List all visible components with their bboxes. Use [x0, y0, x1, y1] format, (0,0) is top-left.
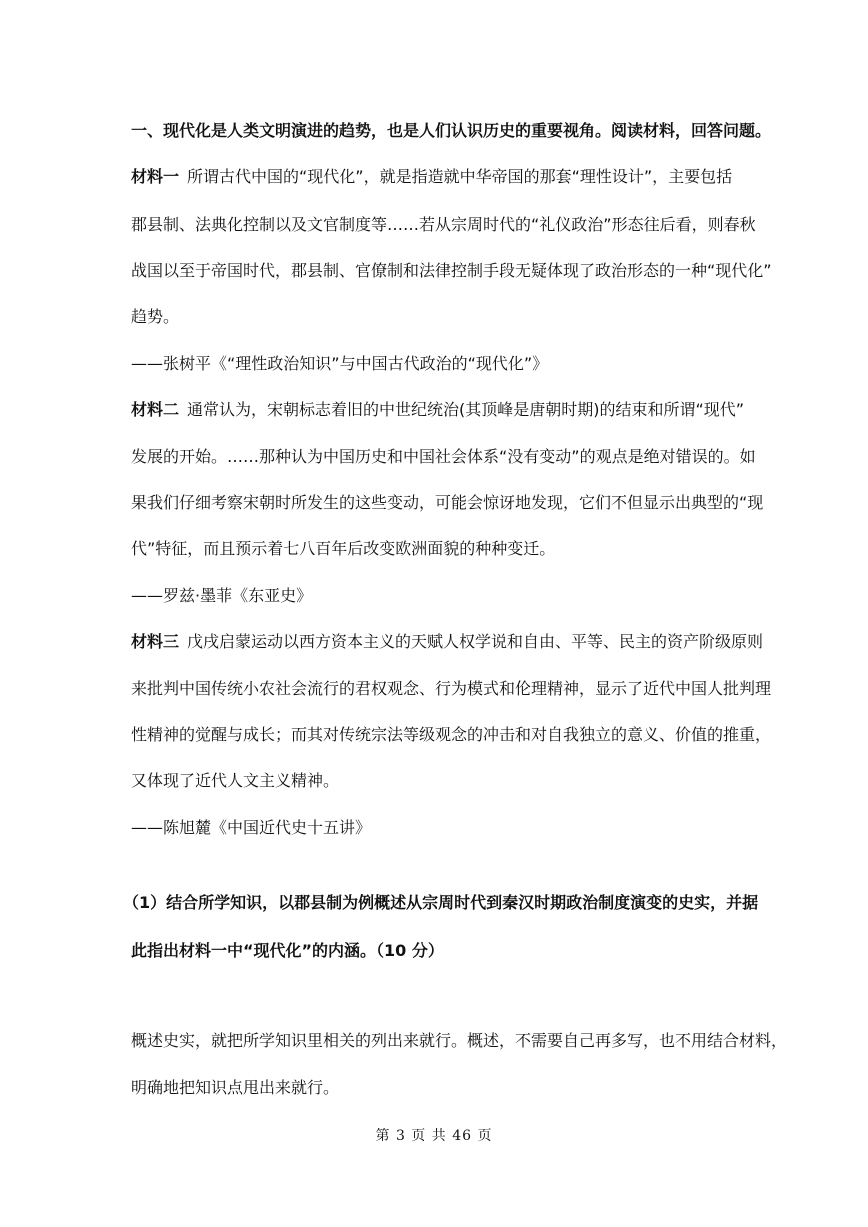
- material-2-line-1: [131, 399, 744, 421]
- material-2-line-4: 代”特征，而且预示着七八百年后改变欧洲面貌的种种变迁。: [131, 539, 556, 558]
- material-1-line-2: 郡县制、法典化控制以及文官制度等……若从宗周时代的“礼仪政治”形态往后看，则春秋: [131, 215, 756, 234]
- material-3-line-3: 性精神的觉醒与成长；而其对传统宗法等级观念的冲击和对自我独立的意义、价值的推重，: [131, 725, 772, 744]
- material-3-line-1: [131, 631, 763, 653]
- material-3-text: 戊戌启蒙运动以西方资本主义的天赋人权学说和自由、平等、民主的资产阶级原则: [187, 632, 764, 651]
- material-3-label: 材料三: [131, 632, 180, 651]
- material-1-line-4: 趋势。: [131, 307, 180, 326]
- material-2-line-3: 果我们仔细考察宋朝时所发生的这些变动，可能会惊讶地发现，它们不但显示出典型的“现: [131, 493, 764, 512]
- material-2-line-2: 发展的开始。……那种认为中国历史和中国社会体系“没有变动”的观点是绝对错误的。如: [131, 447, 756, 466]
- material-1-text: 所谓古代中国的“现代化”，就是指造就中华帝国的那套“理性设计”，主要包括: [187, 167, 733, 186]
- section-heading: 一、现代化是人类文明演进的趋势，也是人们认识历史的重要视角。阅读材料，回答问题。: [131, 121, 772, 140]
- answer-tip-line-1: 概述史实，就把所学知识里相关的列出来就行。概述，不需要自己再多写，也不用结合材料，: [131, 1031, 788, 1050]
- question-line-2: 此指出材料一中“现代化”的内涵。（10 分）: [131, 941, 444, 960]
- material-3-line-4: 又体现了近代人文主义精神。: [131, 771, 340, 790]
- material-1-line-1: [131, 166, 732, 188]
- material-1-line-3: 战国以至于帝国时代，郡县制、官僚制和法律控制手段无疑体现了政治形态的一种“现代化”: [131, 261, 772, 280]
- page-number: 第 3 页 共 46 页: [375, 1128, 493, 1144]
- material-2-text: 通常认为，宋朝标志着旧的中世纪统治(其顶峰是唐朝时期)的结束和所谓“现代”: [187, 400, 745, 419]
- material-1-source: ——张树平《“理性政治知识”与中国古代政治的“现代化”》: [131, 354, 549, 373]
- material-1-label: 材料一: [131, 167, 180, 186]
- material-3-source: ——陈旭麓《中国近代史十五讲》: [131, 818, 372, 837]
- material-2-label: 材料二: [131, 400, 180, 419]
- material-3-line-2: 来批判中国传统小农社会流行的君权观念、行为模式和伦理精神，显示了近代中国人批判理: [131, 679, 772, 698]
- question-line-1: （1）结合所学知识，以郡县制为例概述从宗周时代到秦汉时期政治制度演变的史实，并据: [123, 893, 759, 912]
- answer-tip-line-2: 明确地把知识点甩出来就行。: [131, 1078, 340, 1097]
- material-2-source: ——罗兹·墨菲《东亚史》: [131, 586, 313, 605]
